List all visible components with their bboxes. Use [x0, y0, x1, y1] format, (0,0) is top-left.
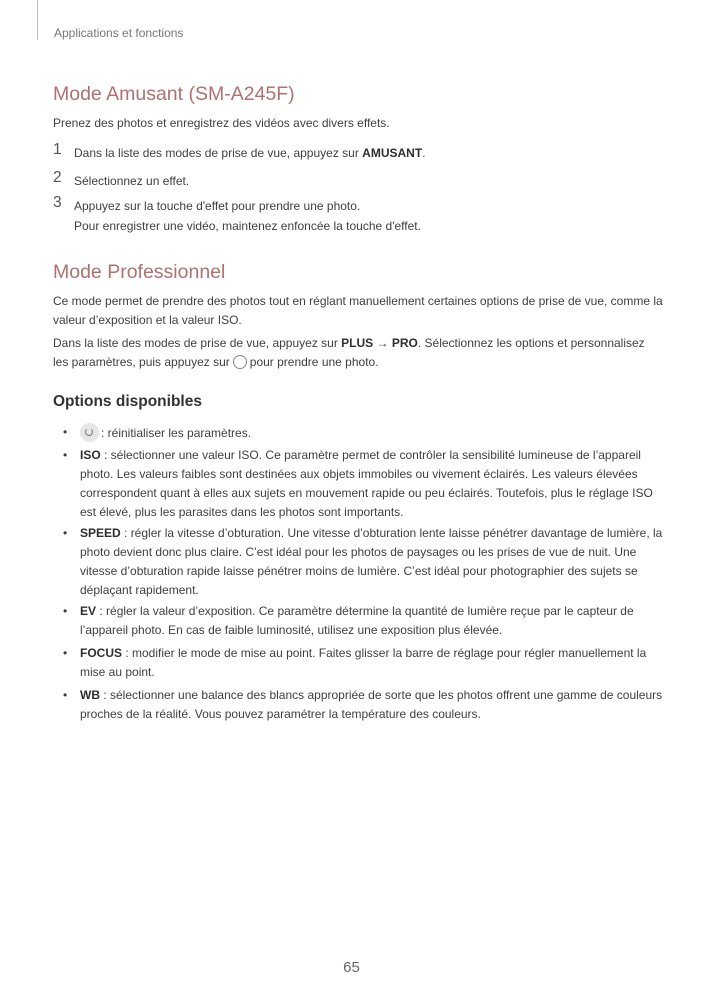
step-text: Sélectionnez un effet. — [74, 174, 190, 188]
option-key: ISO — [80, 448, 101, 462]
step-3 — [53, 196, 663, 236]
step-text: Appuyez sur la touche d'effet pour prendre une photo. Pour enregistrer une vidéo, maintenez enfoncée la touche d'effet. — [74, 199, 421, 233]
option-speed: • SPEED : régler la vitesse d’obturation. Une vitesse d’obturation lente laisse pénétrer davantage de lumière, la photo devient donc plus claire. C’est idéal pour les photos de paysages ou les prises de vue de nuit. Une vitesse d’obturation rapide laisse pénétrer moins de lumière. C’est idéal pour photographier des sujets se déplaçant rapidement. — [63, 526, 663, 597]
step-number: 2 — [53, 169, 62, 186]
bullet-dot: • — [63, 526, 68, 540]
option-focus: • FOCUS : modifier le mode de mise au point. Faites glisser la barre de réglage pour régler manuellement la mise au point. — [63, 646, 647, 679]
option-reset: • : réinitialiser les paramètres. — [63, 425, 252, 440]
option-iso: • ISO : sélectionner une valeur ISO. Ce paramètre permet de contrôler la sensibilité lumineuse de l’appareil photo. Les valeurs faibles sont destinées aux objets immobiles ou vivement éclairés. Les valeurs élevées correspondent quant à elles aux sujets en mouvement rapide ou peu éclairés. Toutefois, plus le réglage ISO est élevé, plus les parasites dans les photos sont importants. — [63, 448, 653, 519]
running-header: Applications et fonctions — [54, 26, 184, 40]
option-key: WB — [80, 688, 100, 702]
fun-mode-intro: Prenez des photos et enregistrez des vidéos avec divers effets. — [53, 116, 390, 130]
bullet-dot: • — [63, 604, 68, 618]
bullet-dot: • — [63, 688, 68, 702]
plus-label: PLUS — [341, 336, 374, 350]
bullet-dot: • — [63, 448, 68, 462]
reset-icon — [80, 423, 99, 442]
step-number: 3 — [53, 194, 62, 211]
pro-mode-para-2: Dans la liste des modes de prise de vue, appuyez sur PLUS → PRO. Sélectionnez les options et personnalisez les paramètres, puis appuyez sur pour prendre une photo. — [53, 336, 645, 369]
bullet-dot: • — [63, 425, 68, 439]
pro-label: PRO — [391, 336, 418, 350]
step-1 — [53, 143, 663, 163]
shutter-icon — [233, 355, 247, 369]
options-heading: Options disponibles — [53, 393, 202, 410]
header-rule — [37, 0, 38, 40]
option-wb: • WB : sélectionner une balance des blancs appropriée de sorte que les photos offrent une gamme de couleurs proches de la réalité. Vous pouvez paramétrer la température des couleurs. — [63, 688, 663, 721]
amusant-label: AMUSANT — [362, 146, 423, 160]
option-key: EV — [80, 604, 97, 618]
step-number: 1 — [53, 141, 62, 158]
section-title-fun-mode: Mode Amusant (SM-A245F) — [53, 83, 295, 105]
option-key: FOCUS — [80, 646, 122, 660]
step-2 — [53, 171, 663, 191]
page-number: 65 — [343, 959, 360, 976]
section-title-pro-mode: Mode Professionnel — [53, 261, 226, 283]
step-text: Dans la liste des modes de prise de vue, appuyez sur AMUSANT. — [74, 146, 426, 160]
pro-mode-para-1: Ce mode permet de prendre des photos tout en réglant manuellement certaines options de prise de vue, comme la valeur d’exposition et la valeur ISO. — [53, 294, 663, 327]
bullet-dot: • — [63, 646, 68, 660]
option-key: SPEED — [80, 526, 121, 540]
option-ev: • EV : régler la valeur d’exposition. Ce paramètre détermine la quantité de lumière reçue par le capteur de l’appareil photo. En cas de faible luminosité, utilisez une exposition plus élevée. — [63, 604, 634, 637]
